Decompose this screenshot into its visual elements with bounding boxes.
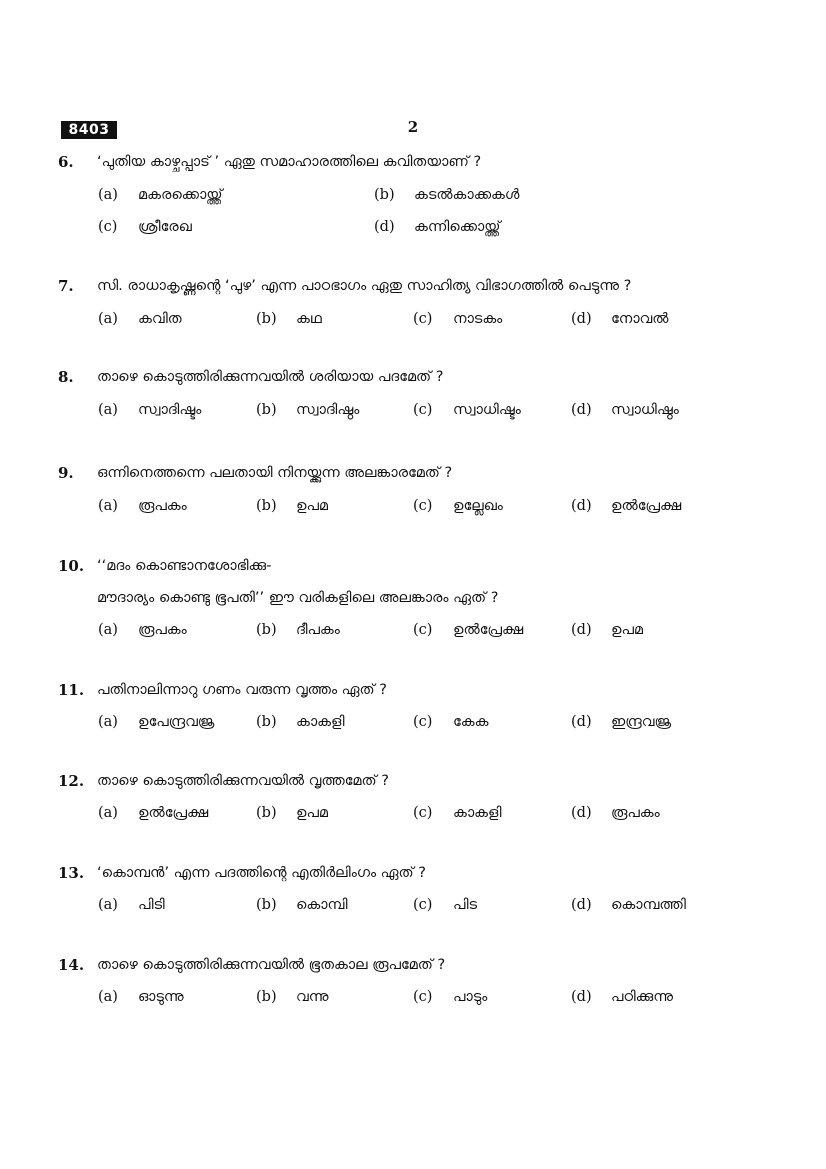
option-letter: (a)	[98, 622, 118, 638]
option-letter: (b)	[256, 989, 277, 1005]
option-letter: (b)	[256, 897, 277, 913]
option-letter: (b)	[256, 805, 277, 821]
option-text: കൊമ്പി	[296, 897, 348, 913]
question-text: താഴെ കൊടുത്തിരിക്കുന്നവയിൽ ശരിയായ പദമേത് ?	[97, 369, 444, 385]
option-text: ഉപമ	[296, 498, 328, 514]
option-text: കഥ	[296, 311, 322, 327]
option-text: കാകളി	[296, 714, 345, 730]
option-text: കന്നിക്കൊയ്ത്ത്	[414, 219, 501, 235]
option-text: സ്വാദിഷ്ഠം	[296, 402, 360, 418]
option-letter: (a)	[98, 402, 118, 418]
option-letter: (b)	[256, 498, 277, 514]
option-text: ഉൽപ്രേക്ഷ	[138, 805, 209, 821]
option-letter: (d)	[571, 311, 592, 327]
option-letter: (a)	[98, 714, 118, 730]
question-number: 9.	[58, 464, 74, 482]
question-text-line-1: ‘‘മദം കൊണ്ടാനശോഭിക്കു-	[97, 558, 272, 574]
question-number: 8.	[58, 368, 74, 386]
option-letter: (d)	[571, 805, 592, 821]
option-letter: (a)	[98, 897, 118, 913]
question-text: ഒന്നിനെത്തന്നെ പലതായി നിനയ്ക്കുന്ന അലങ്കാരമേത് ?	[97, 465, 453, 481]
option-letter: (d)	[571, 402, 592, 418]
option-text: സ്വാധിഷ്ഠം	[611, 402, 679, 418]
option-letter: (d)	[571, 989, 592, 1005]
option-letter: (c)	[413, 622, 433, 638]
option-text: കേക	[453, 714, 489, 730]
option-letter: (d)	[571, 622, 592, 638]
option-letter: (a)	[98, 498, 118, 514]
option-letter: (b)	[256, 714, 277, 730]
question-number: 13.	[58, 864, 85, 882]
option-letter: (b)	[256, 402, 277, 418]
page-number: 2	[407, 118, 419, 136]
option-text: സ്വാദിഷ്ടം	[138, 402, 202, 418]
option-text: കാകളി	[453, 805, 502, 821]
option-text: ഉൽപ്രേക്ഷ	[611, 498, 682, 514]
option-text: രൂപകം	[138, 622, 187, 638]
option-letter: (c)	[413, 498, 433, 514]
question-number: 11.	[58, 681, 85, 699]
option-letter: (c)	[413, 897, 433, 913]
option-letter: (a)	[98, 989, 118, 1005]
question-text: പതിനാലിന്നാറു ഗണം വരുന്ന വൃത്തം ഏത് ?	[97, 682, 387, 698]
option-text: രൂപകം	[611, 805, 660, 821]
option-letter: (c)	[413, 989, 433, 1005]
option-letter: (a)	[98, 311, 118, 327]
option-text: കടൽകാക്കകൾ	[414, 187, 520, 203]
option-text: വന്നു	[296, 989, 329, 1005]
question-text: താഴെ കൊടുത്തിരിക്കുന്നവയിൽ വൃത്തമേത് ?	[97, 773, 389, 789]
option-letter: (c)	[413, 714, 433, 730]
option-text: മകരക്കൊയ്ത്ത്	[138, 187, 223, 203]
option-letter: (b)	[256, 311, 277, 327]
option-letter: (c)	[413, 311, 433, 327]
option-text: ഉപമ	[611, 622, 643, 638]
option-letter: (b)	[256, 622, 277, 638]
option-text: പാടും	[453, 989, 488, 1005]
question-number: 6.	[58, 153, 74, 171]
option-text: പിട	[453, 897, 478, 913]
option-text: ഓടുന്നു	[138, 989, 184, 1005]
option-letter: (a)	[98, 805, 118, 821]
option-letter: (c)	[98, 219, 118, 235]
question-number: 14.	[58, 956, 85, 974]
option-text: കവിത	[138, 311, 182, 327]
option-text: ദീപകം	[296, 622, 340, 638]
option-text: ഉല്ലേഖം	[453, 498, 503, 514]
question-number: 7.	[58, 277, 74, 295]
option-letter: (c)	[413, 402, 433, 418]
option-text: പഠിക്കുന്നു	[611, 989, 674, 1005]
option-text: നാടകം	[453, 311, 503, 327]
question-text: ‘കൊമ്പൻ’ എന്ന പദത്തിന്റെ എതിർലിംഗം ഏത് ?	[97, 865, 426, 881]
option-text: കൊമ്പത്തി	[611, 897, 686, 913]
question-text: ‘പുതിയ കാഴ്ചപ്പാട് ’ ഏതു സമാഹാരത്തിലെ കവിതയാണ് ?	[97, 154, 482, 170]
question-number: 10.	[58, 557, 85, 575]
option-text: രൂപകം	[138, 498, 187, 514]
option-text: ശ്രീരേഖ	[138, 219, 192, 235]
option-letter: (d)	[571, 897, 592, 913]
option-text: നോവൽ	[611, 311, 669, 327]
question-text: താഴെ കൊടുത്തിരിക്കുന്നവയിൽ ഭൂതകാല രൂപമേത് ?	[97, 957, 446, 973]
paper-code: 8403	[61, 121, 117, 139]
option-letter: (d)	[571, 498, 592, 514]
option-letter: (c)	[413, 805, 433, 821]
option-text: പിടി	[138, 897, 165, 913]
option-text: ഉപമ	[296, 805, 328, 821]
question-text: സി. രാധാകൃഷ്ണന്റെ ‘പുഴ’ എന്ന പാഠഭാഗം ഏതു സാഹിത്യ വിഭാഗത്തിൽ പെടുന്നു ?	[97, 278, 632, 294]
option-text: ഇന്ദ്രവജ്ര	[611, 714, 672, 730]
option-text: സ്വാധിഷ്ടം	[453, 402, 521, 418]
question-number: 12.	[58, 772, 85, 790]
option-letter: (a)	[98, 187, 118, 203]
option-letter: (d)	[571, 714, 592, 730]
option-text: ഉപേന്ദ്രവജ്ര	[138, 714, 215, 730]
option-text: ഉൽപ്രേക്ഷ	[453, 622, 524, 638]
option-letter: (d)	[374, 219, 395, 235]
question-text-line-2: മൗദാര്യം കൊണ്ടു ഭൂപതി’’ ഈ വരികളിലെ അലങ്കാരം ഏത് ?	[97, 590, 499, 606]
option-letter: (b)	[374, 187, 395, 203]
